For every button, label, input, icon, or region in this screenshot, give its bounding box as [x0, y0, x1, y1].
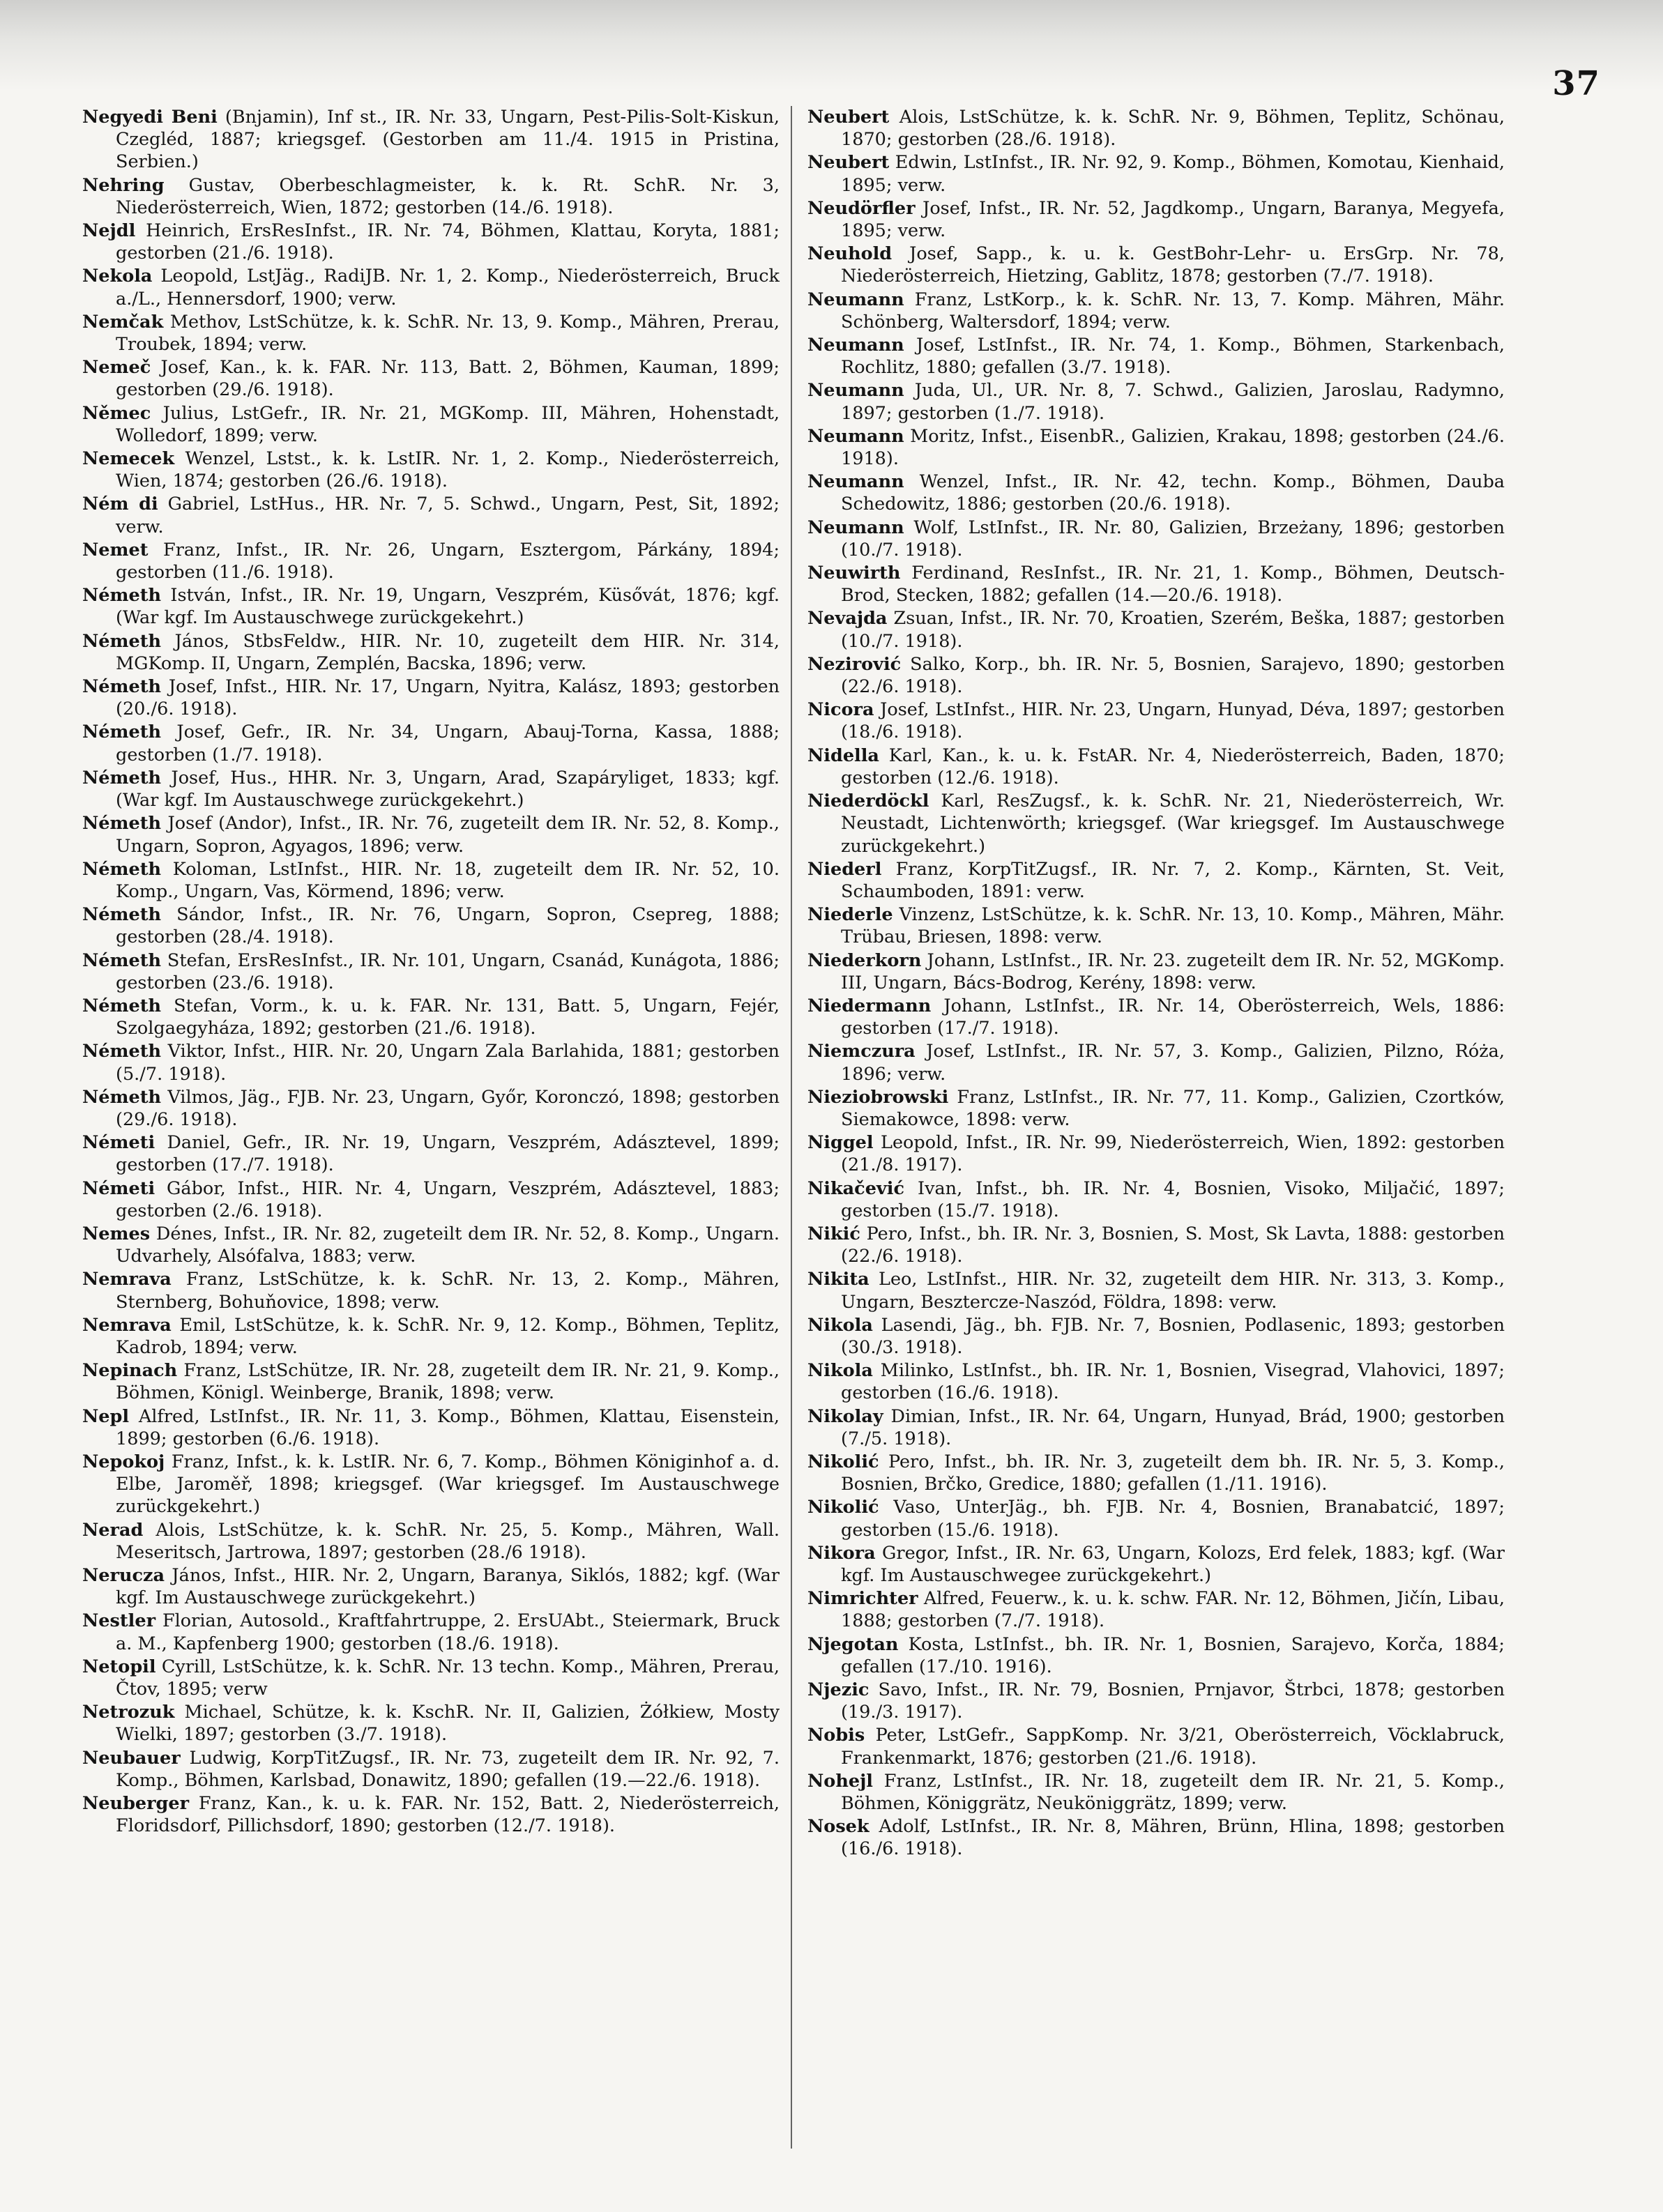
- entry-text: Josef, Gefr., IR. Nr. 34, Ungarn, Abauj-Torna, Kassa, 1888; gestorben (1./7. 1918).: [116, 722, 780, 765]
- list-item: [807, 379, 1505, 424]
- list-item: [807, 1359, 1505, 1404]
- list-item: [82, 1086, 780, 1131]
- list-item: [807, 1587, 1505, 1632]
- entry-text: János, Infst., HIR. Nr. 2, Ungarn, Baranya, Siklós, 1882; kgf. (War kgf. Im Austauschwege zurückgekehrt.): [116, 1565, 780, 1609]
- entry-name: Németh: [82, 630, 162, 652]
- list-item: [807, 1542, 1505, 1587]
- entry-text: Salko, Korp., bh. IR. Nr. 5, Bosnien, Sarajevo, 1890; gestorben (22./6. 1918).: [841, 653, 1505, 698]
- entry-name: Njezic: [807, 1679, 870, 1701]
- entry-text: János, StbsFeldw., HIR. Nr. 10, zugeteilt dem HIR. Nr. 314, MGKomp. II, Ungarn, Zemplén, Bacska, 1896; verw.: [116, 630, 780, 674]
- entry-name: Nekola: [82, 266, 153, 287]
- list-item: [82, 995, 780, 1039]
- list-item: [82, 1223, 780, 1267]
- entry-text: Josef, Sapp., k. u. k. GestBohr-Lehr- u. ErsGrp. Nr. 78, Niederösterreich, Hietzing, Gablitz, 1878; gestorben (7./7. 1918).: [841, 243, 1505, 287]
- entry-text: Josef (Andor), Infst., IR. Nr. 76, zugeteilt dem IR. Nr. 52, 8. Komp., Ungarn, Sopron, Agyagos, 1896; verw.: [116, 813, 780, 857]
- entry-text: Ivan, Infst., bh. IR. Nr. 4, Bosnien, Visoko, Miljačić, 1897; gestorben (15./7. 1918).: [841, 1177, 1505, 1221]
- entry-text: Franz, Infst., IR. Nr. 26, Ungarn, Esztergom, Párkány, 1894; gestorben (11./6. 1918).: [116, 539, 780, 583]
- entry-text: Heinrich, ErsResInfst., IR. Nr. 74, Böhmen, Klattau, Koryta, 1881; gestorben (21./6. 1918).: [116, 220, 780, 264]
- list-item: [82, 1747, 780, 1792]
- entry-name: Niemczura: [807, 1041, 916, 1062]
- scan-shadow: [0, 0, 1663, 91]
- list-item: [82, 721, 780, 765]
- entry-name: Neudörfler: [807, 197, 916, 219]
- entry-name: Nerucza: [82, 1565, 165, 1586]
- entry-text: Daniel, Gefr., IR. Nr. 19, Ungarn, Veszprém, Adásztevel, 1899; gestorben (17./7. 1918).: [116, 1132, 780, 1176]
- entry-name: Németh: [82, 1086, 162, 1108]
- entry-text: Wenzel, Infst., IR. Nr. 42, techn. Komp., Böhmen, Dauba Schedowitz, 1886; gestorben (20./6. 1918).: [841, 471, 1505, 515]
- entry-text: Franz, LstInfst., IR. Nr. 77, 11. Komp., Galizien, Czortków, Siemakowce, 1898: verw.: [841, 1086, 1505, 1130]
- entry-text: Ludwig, KorpTitZugsf., IR. Nr. 73, zugeteilt dem IR. Nr. 92, 7. Komp., Böhmen, Karlsbad, Donawitz, 1890; gefallen (19.—22./6. 1918).: [116, 1747, 780, 1791]
- entry-name: Nicora: [807, 699, 874, 721]
- entry-text: Alois, LstSchütze, k. k. SchR. Nr. 9, Böhmen, Teplitz, Schönau, 1870; gestorben (28./6. 1918).: [841, 107, 1505, 151]
- entry-name: Neumann: [807, 289, 904, 310]
- entry-name: Nezirović: [807, 653, 902, 675]
- entry-name: Němec: [82, 402, 151, 424]
- entry-name: Nikačević: [807, 1177, 904, 1199]
- entry-name: Nikolay: [807, 1405, 883, 1427]
- entry-text: Stefan, Vorm., k. u. k. FAR. Nr. 131, Batt. 5, Ungarn, Fejér, Szolgaegyháza, 1892; gestorben (21./6. 1918).: [116, 995, 780, 1039]
- entry-name: Németi: [82, 1132, 155, 1154]
- list-item: [82, 265, 780, 310]
- entry-text: Leo, LstInfst., HIR. Nr. 32, zugeteilt dem HIR. Nr. 313, 3. Komp., Ungarn, Besztercze-Naszód, Földra, 1898: verw.: [841, 1269, 1505, 1313]
- entry-text: Juda, Ul., UR. Nr. 8, 7. Schwd., Galizien, Jaroslau, Radymno, 1897; gestorben (1./7. 1918).: [841, 380, 1505, 424]
- entry-text: Julius, LstGefr., IR. Nr. 21, MGKomp. III, Mähren, Hohenstadt, Wolledorf, 1899; verw.: [116, 402, 780, 446]
- list-item: [807, 197, 1505, 242]
- list-item: [807, 425, 1505, 470]
- list-item: [82, 584, 780, 629]
- entry-text: Franz, Kan., k. u. k. FAR. Nr. 152, Batt. 2, Niederösterreich, Floridsdorf, Pillichsdorf, 1890; gestorben (12./7. 1918).: [116, 1793, 780, 1837]
- list-item: [807, 1223, 1505, 1267]
- entry-name: Negyedi Beni: [82, 107, 218, 128]
- list-item: [82, 448, 780, 492]
- entry-name: Niederdöckl: [807, 791, 929, 812]
- entry-name: Nikolić: [807, 1451, 879, 1472]
- entry-text: Franz, LstSchütze, k. k. SchR. Nr. 13, 2. Komp., Mähren, Sternberg, Bohuňovice, 1898; verw.: [116, 1269, 780, 1313]
- list-item: [807, 1405, 1505, 1450]
- list-item: [82, 356, 780, 401]
- entry-text: Alfred, LstInfst., IR. Nr. 11, 3. Komp., Böhmen, Klattau, Eisenstein, 1899; gestorben (6./6. 1918).: [116, 1405, 780, 1449]
- entry-text: Gabriel, LstHus., HR. Nr. 7, 5. Schwd., Ungarn, Pest, Sit, 1892; verw.: [116, 494, 780, 537]
- list-item: [82, 402, 780, 447]
- entry-text: Wenzel, Lstst., k. k. LstIR. Nr. 1, 2. Komp., Niederösterreich, Wien, 1874; gestorben (26./6. 1918).: [116, 448, 780, 492]
- list-item: [807, 653, 1505, 698]
- entry-name: Nikolić: [807, 1497, 879, 1518]
- entry-name: Nimrichter: [807, 1588, 918, 1610]
- entry-name: Neumann: [807, 380, 904, 402]
- list-item: [807, 1268, 1505, 1313]
- entry-text: Stefan, ErsResInfst., IR. Nr. 101, Ungarn, Csanád, Kunágota, 1886; gestorben (23./6. 1918).: [116, 949, 780, 993]
- entry-text: Josef, Infst., IR. Nr. 52, Jagdkomp., Ungarn, Baranya, Megyefa, 1895; verw.: [841, 197, 1505, 242]
- entry-name: Németh: [82, 813, 162, 834]
- entry-text: Adolf, LstInfst., IR. Nr. 8, Mähren, Brünn, Hlina, 1898; gestorben (16./6. 1918).: [841, 1816, 1505, 1860]
- list-item: [82, 1359, 780, 1404]
- entry-text: Josef, LstInfst., IR. Nr. 74, 1. Komp., Böhmen, Starkenbach, Rochlitz, 1880; gefallen (3./7. 1918).: [841, 335, 1505, 379]
- entry-name: Nemrava: [82, 1269, 172, 1290]
- list-item: [82, 1656, 780, 1700]
- entry-name: Nerad: [82, 1519, 144, 1541]
- entry-text: Vaso, UnterJäg., bh. FJB. Nr. 4, Bosnien, Branabatcić, 1897; gestorben (15./6. 1918).: [841, 1497, 1505, 1541]
- entry-text: Wolf, LstInfst., IR. Nr. 80, Galizien, Brzeżany, 1896; gestorben (10./7. 1918).: [841, 517, 1505, 560]
- list-item: [82, 630, 780, 675]
- list-item: [82, 493, 780, 537]
- entry-name: Nosek: [807, 1816, 870, 1838]
- list-item: [807, 1770, 1505, 1815]
- list-item: [807, 903, 1505, 948]
- entry-text: Moritz, Infst., EisenbR., Galizien, Krakau, 1898; gestorben (24./6. 1918).: [841, 425, 1505, 470]
- entry-name: Neumann: [807, 425, 904, 447]
- entry-text: Gábor, Infst., HIR. Nr. 4, Ungarn, Veszprém, Adásztevel, 1883; gestorben (2./6. 1918).: [116, 1177, 780, 1221]
- entry-name: Németh: [82, 995, 162, 1016]
- entry-name: Niggel: [807, 1132, 874, 1154]
- entry-text: Savo, Infst., IR. Nr. 79, Bosnien, Prnjavor, Štrbci, 1878; gestorben (19./3. 1917).: [841, 1679, 1505, 1723]
- entry-name: Neuberger: [82, 1793, 190, 1815]
- list-item: [807, 1131, 1505, 1176]
- entry-text: Zsuan, Infst., IR. Nr. 70, Kroatien, Szerém, Beška, 1887; gestorben (10./7. 1918).: [841, 608, 1505, 652]
- entry-name: Németh: [82, 858, 162, 880]
- entry-text: Franz, LstInfst., IR. Nr. 18, zugeteilt dem IR. Nr. 21, 5. Komp., Böhmen, Königgrätz, Neuköniggrätz, 1899; verw.: [841, 1770, 1505, 1815]
- list-item: [82, 1519, 780, 1564]
- entry-name: Neubert: [807, 107, 890, 128]
- entry-name: Nepl: [82, 1405, 130, 1427]
- entry-name: Nieziobrowski: [807, 1086, 949, 1108]
- entry-text: Alois, LstSchütze, k. k. SchR. Nr. 25, 5. Komp., Mähren, Wall. Meseritsch, Jartrowa, 1897; gestorben (28./6 1918).: [116, 1519, 780, 1563]
- list-item: [82, 1177, 780, 1222]
- entry-text: Florian, Autosold., Kraftfahrtruppe, 2. ErsUAbt., Steiermark, Bruck a. M., Kapfenberg 1900; gestorben (18./6. 1918).: [116, 1610, 780, 1654]
- entry-name: Netopil: [82, 1656, 156, 1677]
- list-item: [82, 949, 780, 994]
- entry-text: Lasendi, Jäg., bh. FJB. Nr. 7, Bosnien, Podlasenic, 1893; gestorben (30./3. 1918).: [841, 1314, 1505, 1358]
- list-item: [807, 517, 1505, 561]
- entry-text: Pero, Infst., bh. IR. Nr. 3, Bosnien, S. Most, Sk Lavta, 1888: gestorben (22./6. 1918).: [841, 1223, 1505, 1267]
- list-item: [807, 562, 1505, 607]
- list-item: [807, 1040, 1505, 1085]
- list-item: [807, 1314, 1505, 1359]
- entry-name: Nemecek: [82, 448, 175, 470]
- entry-text: Emil, LstSchütze, k. k. SchR. Nr. 9, 12. Komp., Böhmen, Teplitz, Kadrob, 1894; verw.: [116, 1314, 780, 1358]
- list-item: [82, 1040, 780, 1085]
- entry-name: Nikić: [807, 1223, 860, 1244]
- entry-name: Nobis: [807, 1725, 865, 1746]
- entry-name: Németh: [82, 585, 162, 607]
- entry-text: István, Infst., IR. Nr. 19, Ungarn, Veszprém, Küsővát, 1876; kgf. (War kgf. Im Austauschwege zurückgekehrt.): [116, 585, 780, 629]
- entry-name: Neubauer: [82, 1747, 181, 1769]
- list-item: [82, 903, 780, 948]
- entry-name: Niederkorn: [807, 949, 922, 971]
- list-item: [82, 676, 780, 720]
- list-item: [807, 1451, 1505, 1495]
- list-item: [82, 1792, 780, 1837]
- entry-text: Viktor, Infst., HIR. Nr. 20, Ungarn Zala Barlahida, 1881; gestorben (5./7. 1918).: [116, 1041, 780, 1085]
- entry-name: Nemčak: [82, 311, 164, 333]
- entry-name: Németh: [82, 676, 162, 698]
- entry-name: Nehring: [82, 174, 165, 196]
- left-column: [82, 106, 780, 1838]
- list-item: [807, 1086, 1505, 1131]
- entry-text: Josef, Infst., HIR. Nr. 17, Ungarn, Nyitra, Kalász, 1893; gestorben (20./6. 1918).: [116, 676, 780, 720]
- page-number: 37: [1552, 64, 1600, 103]
- entry-name: Nemes: [82, 1223, 151, 1244]
- list-item: [807, 1177, 1505, 1222]
- entry-name: Niedermann: [807, 995, 932, 1016]
- entry-name: Nepinach: [82, 1360, 178, 1382]
- entry-text: Michael, Schütze, k. k. KschR. Nr. II, Galizien, Żółkiew, Mosty Wielki, 1897; gestorben (3./7. 1918).: [116, 1702, 780, 1746]
- entry-name: Niederle: [807, 904, 893, 926]
- entry-name: Nikita: [807, 1269, 870, 1290]
- entry-name: Neubert: [807, 152, 890, 174]
- list-item: [807, 289, 1505, 333]
- list-item: [82, 1268, 780, 1313]
- list-item: [82, 1131, 780, 1176]
- entry-name: Németh: [82, 904, 162, 926]
- entry-text: Vinzenz, LstSchütze, k. k. SchR. Nr. 13, 10. Komp., Mähren, Mähr. Trübau, Briesen, 1898: verw.: [841, 904, 1505, 948]
- list-item: [807, 949, 1505, 994]
- list-item: [82, 106, 780, 174]
- list-item: [807, 607, 1505, 652]
- entry-name: Nohejl: [807, 1770, 873, 1792]
- entry-text: Leopold, Infst., IR. Nr. 99, Niederösterreich, Wien, 1892: gestorben (21./8. 1917).: [841, 1132, 1505, 1176]
- entry-name: Nemeč: [82, 357, 151, 379]
- entry-text: (Bnjamin), Inf st., IR. Nr. 33, Ungarn, Pest-Pilis-Solt-Kiskun, Czegléd, 1887; kriegsgef. (Gestorben am 11./4. 1915 in Pristina, Serbien.): [116, 107, 780, 173]
- list-item: [82, 858, 780, 903]
- entry-text: Franz, LstKorp., k. k. SchR. Nr. 13, 7. Komp. Mähren, Mähr. Schönberg, Waltersdorf, 1894; verw.: [841, 289, 1505, 333]
- list-item: [807, 1679, 1505, 1723]
- list-item: [82, 311, 780, 356]
- entry-name: Neumann: [807, 517, 904, 538]
- entry-text: Koloman, LstInfst., HIR. Nr. 18, zugeteilt dem IR. Nr. 52, 10. Komp., Ungarn, Vas, Körmend, 1896; verw.: [116, 858, 780, 902]
- list-item: [82, 1610, 780, 1654]
- list-item: [82, 1405, 780, 1450]
- entry-name: Nevajda: [807, 608, 888, 630]
- entry-text: Johann, LstInfst., IR. Nr. 14, Oberösterreich, Wels, 1886: gestorben (17./7. 1918).: [841, 995, 1505, 1039]
- entry-text: Ferdinand, ResInfst., IR. Nr. 21, 1. Komp., Böhmen, Deutsch-Brod, Stecken, 1882; gefallen (14.—20./6. 1918).: [841, 563, 1505, 607]
- entry-name: Niederl: [807, 858, 882, 880]
- entry-name: Nikola: [807, 1360, 873, 1382]
- list-item: [807, 1724, 1505, 1769]
- entry-name: Németh: [82, 949, 162, 971]
- list-item: [807, 1633, 1505, 1678]
- entry-text: Gregor, Infst., IR. Nr. 63, Ungarn, Kolozs, Erd felek, 1883; kgf. (War kgf. Im Austauschwegee zurückgekehrt.): [841, 1542, 1505, 1586]
- list-item: [82, 1314, 780, 1359]
- list-item: [82, 1701, 780, 1746]
- list-item: [807, 1815, 1505, 1860]
- entry-text: Dénes, Infst., IR. Nr. 82, zugeteilt dem IR. Nr. 52, 8. Komp., Ungarn. Udvarhely, Alsófalva, 1883; verw.: [116, 1223, 780, 1267]
- entry-name: Neumann: [807, 471, 904, 493]
- list-item: [807, 745, 1505, 789]
- column-divider: [791, 106, 792, 2149]
- entry-text: Vilmos, Jäg., FJB. Nr. 23, Ungarn, Győr, Koronczó, 1898; gestorben (29./6. 1918).: [116, 1086, 780, 1130]
- entry-text: Josef, LstInfst., IR. Nr. 57, 3. Komp., Galizien, Pilzno, Róża, 1896; verw.: [841, 1041, 1505, 1085]
- list-item: [82, 539, 780, 583]
- entry-name: Nestler: [82, 1610, 156, 1632]
- right-column: [807, 106, 1505, 1861]
- entry-text: Karl, Kan., k. u. k. FstAR. Nr. 4, Niederösterreich, Baden, 1870; gestorben (12./6. 1918).: [841, 745, 1505, 788]
- entry-text: Leopold, LstJäg., RadiJB. Nr. 1, 2. Komp., Niederösterreich, Bruck a./L., Hennersdorf, 1900; verw.: [116, 266, 780, 310]
- entry-name: Nikora: [807, 1542, 876, 1564]
- entry-text: Karl, ResZugsf., k. k. SchR. Nr. 21, Niederösterreich, Wr. Neustadt, Lichtenwörth; kriegsgef. (War kriegsgef. Im Austauschwege zurückgekehrt.): [841, 791, 1505, 857]
- list-item: [82, 812, 780, 857]
- entry-text: Peter, LstGefr., SappKomp. Nr. 3/21, Oberösterreich, Vöcklabruck, Frankenmarkt, 1876; gestorben (21./6. 1918).: [841, 1725, 1505, 1769]
- entry-name: Netrozuk: [82, 1702, 175, 1723]
- entry-text: Pero, Infst., bh. IR. Nr. 3, zugeteilt dem bh. IR. Nr. 5, 3. Komp., Bosnien, Brčko, Gredice, 1880; gefallen (1./11. 1916).: [841, 1451, 1505, 1495]
- entry-name: Németh: [82, 722, 162, 743]
- entry-text: Methov, LstSchütze, k. k. SchR. Nr. 13, 9. Komp., Mähren, Prerau, Troubek, 1894; verw.: [116, 311, 780, 356]
- entry-text: Edwin, LstInfst., IR. Nr. 92, 9. Komp., Böhmen, Komotau, Kienhaid, 1895; verw.: [841, 152, 1505, 196]
- entry-text: Josef, Kan., k. k. FAR. Nr. 113, Batt. 2, Böhmen, Kauman, 1899; gestorben (29./6. 1918).: [116, 357, 780, 401]
- entry-name: Nemet: [82, 539, 149, 560]
- entry-name: Németh: [82, 767, 162, 788]
- list-item: [807, 106, 1505, 151]
- list-item: [807, 243, 1505, 287]
- entry-text: Franz, KorpTitZugsf., IR. Nr. 7, 2. Komp., Kärnten, St. Veit, Schaumboden, 1891: verw.: [841, 858, 1505, 902]
- list-item: [807, 151, 1505, 196]
- entry-text: Gustav, Oberbeschlagmeister, k. k. Rt. SchR. Nr. 3, Niederösterreich, Wien, 1872; gestorben (14./6. 1918).: [116, 174, 780, 218]
- entry-text: Kosta, LstInfst., bh. IR. Nr. 1, Bosnien, Sarajevo, Korča, 1884; gefallen (17./10. 1916).: [841, 1633, 1505, 1677]
- entry-name: Nidella: [807, 745, 879, 766]
- entry-name: Neuhold: [807, 243, 893, 265]
- list-item: [807, 790, 1505, 857]
- entry-text: Dimian, Infst., IR. Nr. 64, Ungarn, Hunyad, Brád, 1900; gestorben (7./5. 1918).: [841, 1405, 1505, 1449]
- entry-text: Franz, Infst., k. k. LstIR. Nr. 6, 7. Komp., Böhmen Königinhof a. d. Elbe, Jaroměř, 1898; kriegsgef. (War kriegsgef. Im Austauschwege zurückgekehrt.): [116, 1451, 780, 1518]
- list-item: [82, 767, 780, 811]
- list-item: [82, 1564, 780, 1609]
- entry-name: Nemrava: [82, 1314, 172, 1336]
- list-item: [807, 699, 1505, 743]
- list-item: [807, 471, 1505, 515]
- entry-name: Németh: [82, 1041, 162, 1062]
- entry-name: Njegotan: [807, 1633, 899, 1655]
- list-item: [807, 995, 1505, 1039]
- entry-name: Nejdl: [82, 220, 136, 242]
- list-item: [807, 858, 1505, 903]
- entry-text: Alfred, Feuerw., k. u. k. schw. FAR. Nr. 12, Böhmen, Jičín, Libau, 1888; gestorben (7./7. 1918).: [841, 1588, 1505, 1632]
- entry-name: Németi: [82, 1177, 155, 1199]
- entry-name: Neuwirth: [807, 563, 901, 584]
- entry-text: Franz, LstSchütze, IR. Nr. 28, zugeteilt dem IR. Nr. 21, 9. Komp., Böhmen, Königl. Weinberge, Branik, 1898; verw.: [116, 1360, 780, 1404]
- entry-text: Cyrill, LstSchütze, k. k. SchR. Nr. 13 techn. Komp., Mähren, Prerau, Čtov, 1895; verw: [116, 1656, 780, 1700]
- list-item: [82, 220, 780, 264]
- list-item: [807, 334, 1505, 379]
- entry-name: Nepokoj: [82, 1451, 165, 1472]
- list-item: [82, 1451, 780, 1518]
- entry-name: Nikola: [807, 1314, 873, 1336]
- entry-text: Sándor, Infst., IR. Nr. 76, Ungarn, Sopron, Csepreg, 1888; gestorben (28./4. 1918).: [116, 904, 780, 948]
- entry-text: Johann, LstInfst., IR. Nr. 23. zugeteilt dem IR. Nr. 52, MGKomp. III, Ungarn, Bács-Bodrog, Kerény, 1898: verw.: [841, 949, 1505, 993]
- entry-text: Josef, LstInfst., HIR. Nr. 23, Ungarn, Hunyad, Déva, 1897; gestorben (18./6. 1918).: [841, 699, 1505, 743]
- list-item: [82, 174, 780, 219]
- entry-text: Milinko, LstInfst., bh. IR. Nr. 1, Bosnien, Visegrad, Vlahovici, 1897; gestorben (16./6. 1918).: [841, 1360, 1505, 1404]
- entry-name: Neumann: [807, 335, 904, 356]
- entry-text: Josef, Hus., HHR. Nr. 3, Ungarn, Arad, Szapáryliget, 1833; kgf. (War kgf. Im Austauschwege zurückgekehrt.): [116, 767, 780, 811]
- list-item: [807, 1496, 1505, 1541]
- entry-name: Ném di: [82, 494, 158, 515]
